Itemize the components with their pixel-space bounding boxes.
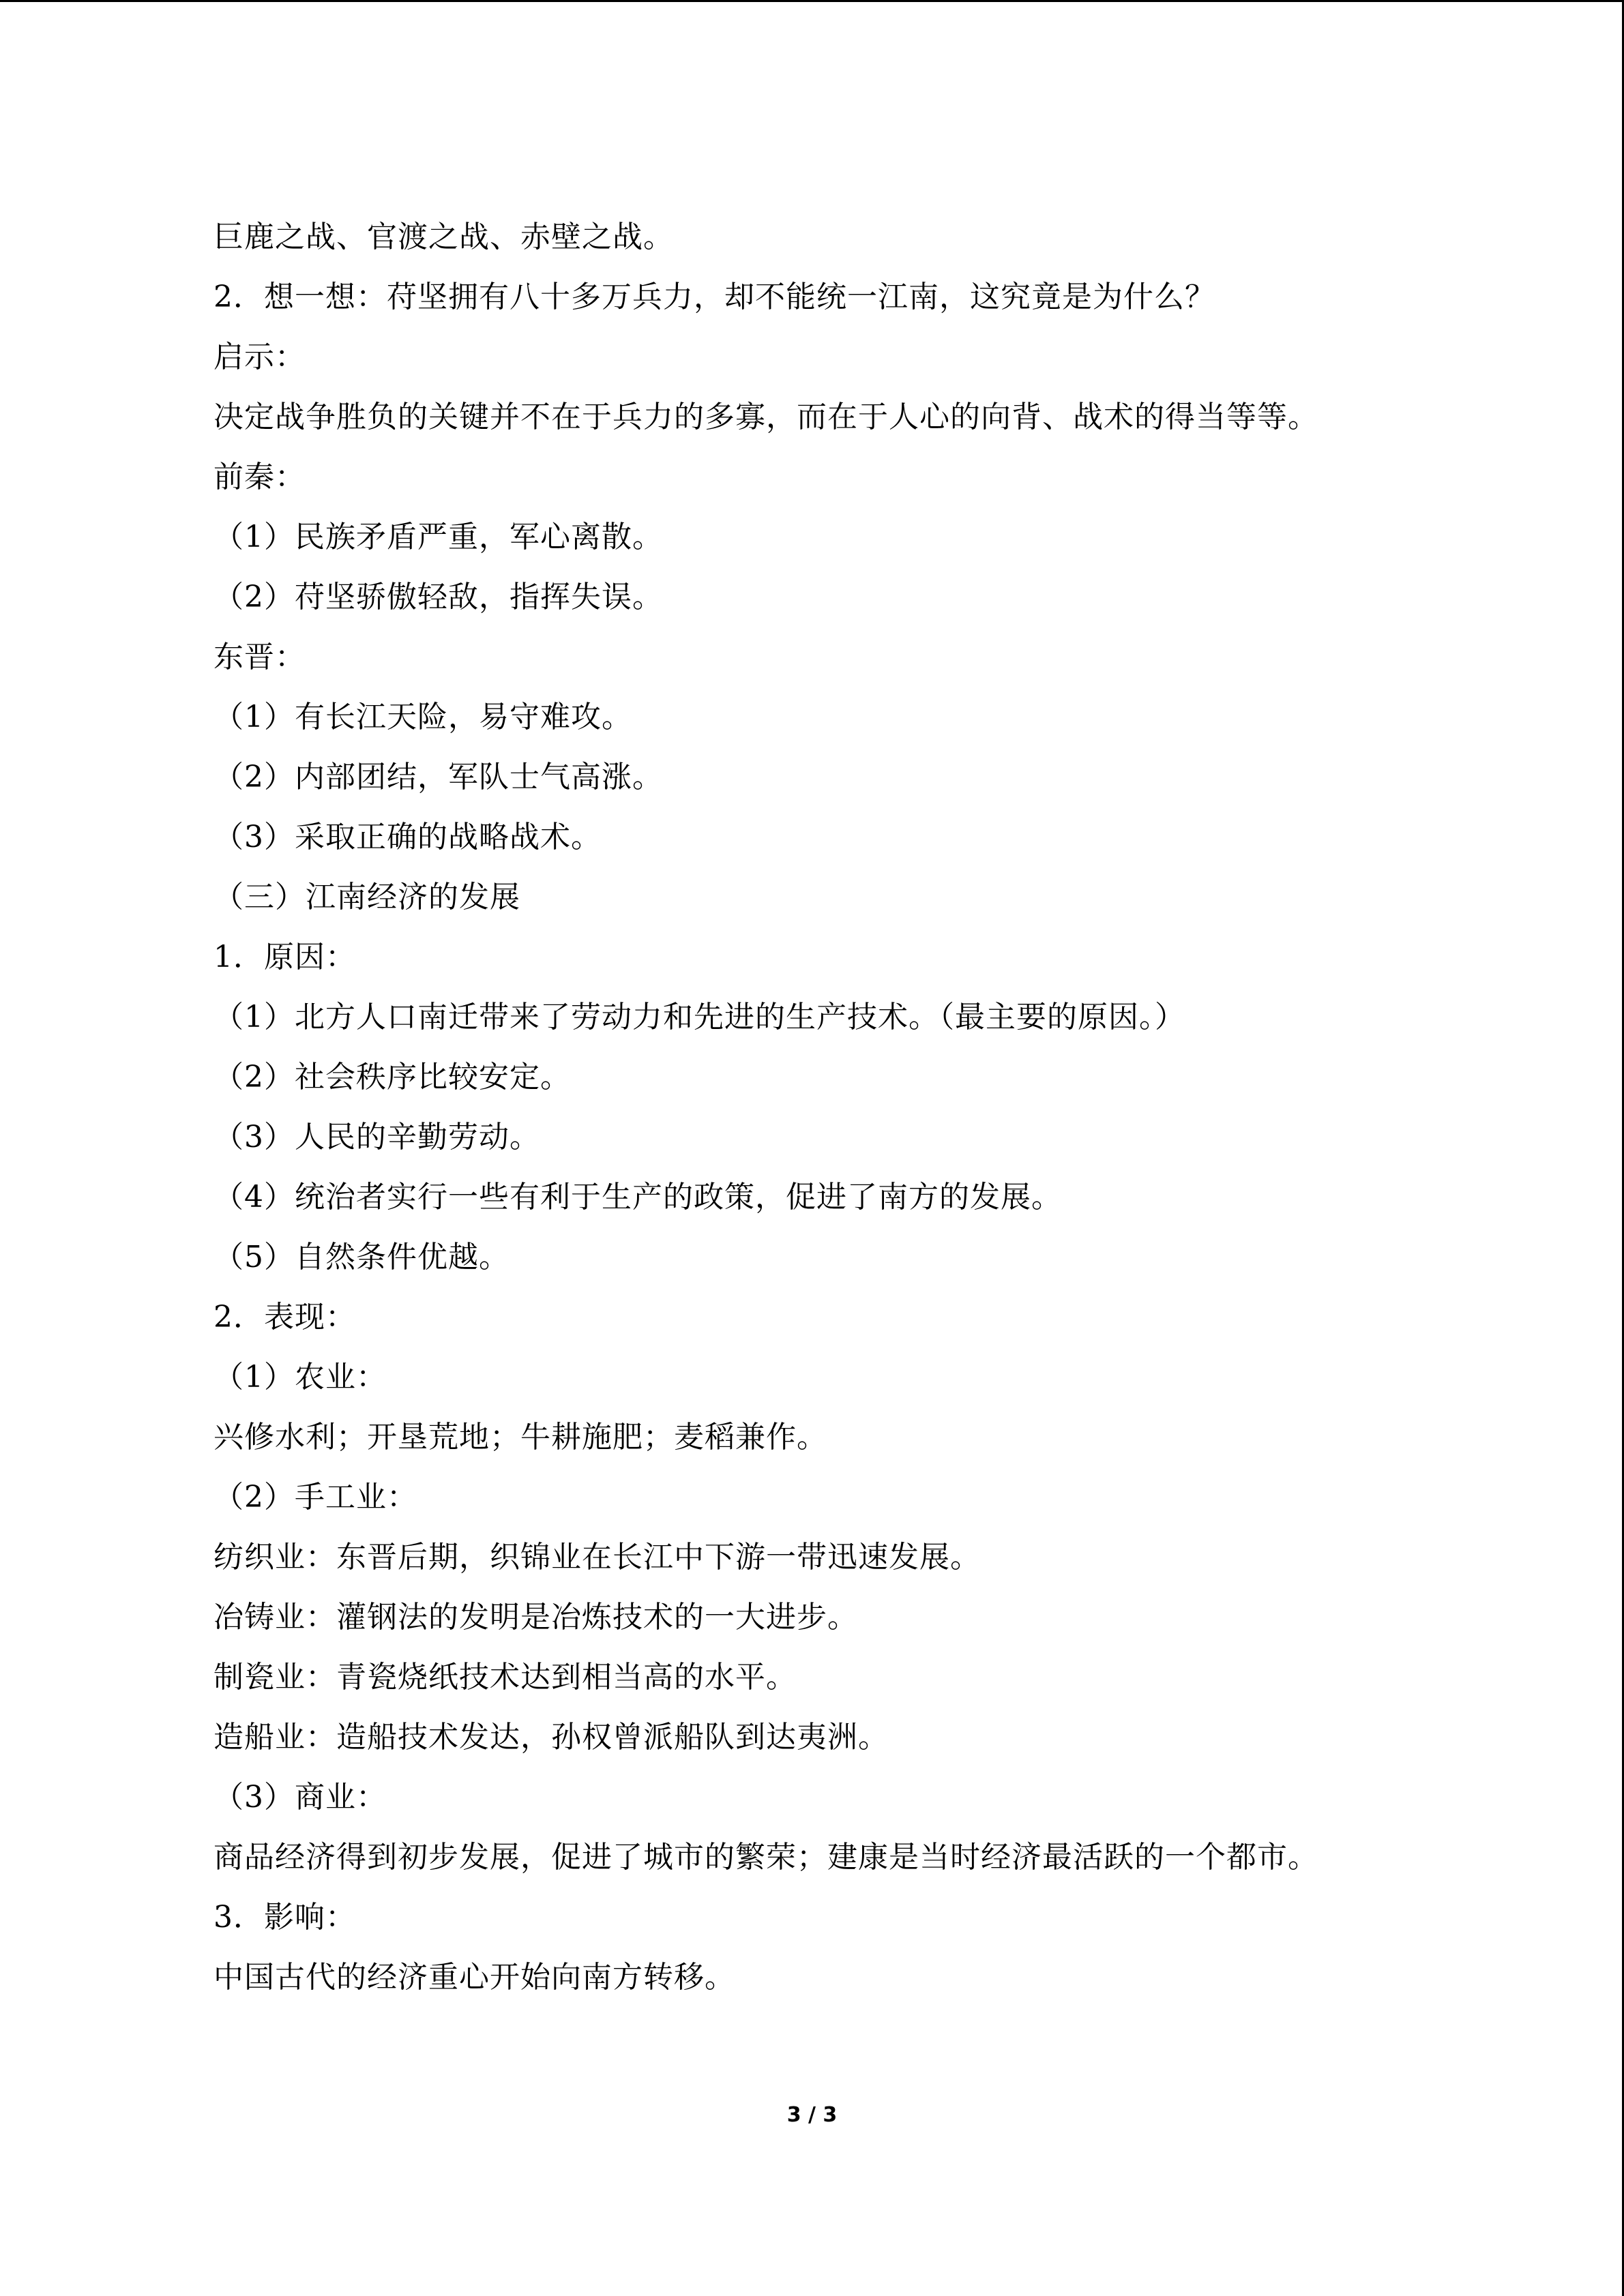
text-line: 前秦： (213, 460, 306, 494)
text-line: （5）自然条件优越。 (213, 1240, 510, 1274)
text-line: 决定战争胜负的关键并不在于兵力的多寡，而在于人心的向背、战术的得当等等。 (213, 400, 1318, 434)
text-line: 2．表现： (213, 1300, 356, 1335)
text-line: （4）统治者实行一些有利于生产的政策，促进了南方的发展。 (213, 1180, 1062, 1214)
text-line: 商品经济得到初步发展，促进了城市的繁荣；建康是当时经济最活跃的一个都市。 (213, 1840, 1318, 1875)
text-line: 制瓷业：青瓷烧纸技术达到相当高的水平。 (213, 1660, 797, 1695)
text-line: （3）人民的辛勤劳动。 (213, 1120, 540, 1154)
text-line: （2）内部团结，军队士气高涨。 (213, 760, 663, 794)
text-line: 兴修水利；开垦荒地；牛耕施肥；麦稻兼作。 (213, 1420, 827, 1455)
text-line: 中国古代的经济重心开始向南方转移。 (213, 1960, 735, 1995)
section-heading: （三）江南经济的发展 (213, 880, 520, 914)
document-body (213, 207, 1441, 2008)
text-line: 巨鹿之战、官渡之战、赤壁之战。 (213, 220, 674, 254)
text-line: 造船业：造船技术发达，孙权曾派船队到达夷洲。 (213, 1720, 889, 1755)
text-line: 1．原因： (213, 940, 356, 974)
text-line: （1）农业： (213, 1360, 387, 1395)
text-line: 纺织业：东晋后期，织锦业在长江中下游一带迅速发展。 (213, 1540, 981, 1575)
text-line: （1）民族矛盾严重，军心离散。 (213, 520, 663, 554)
text-line: （2）苻坚骄傲轻敌，指挥失误。 (213, 580, 663, 614)
text-line: （3）采取正确的战略战术。 (213, 820, 602, 854)
text-line: 3．影响： (213, 1900, 356, 1935)
text-line: （3）商业： (213, 1780, 387, 1815)
page-number: 3 / 3 (786, 2103, 838, 2127)
text-line: 冶铸业：灌钢法的发明是冶炼技术的一大进步。 (213, 1600, 858, 1635)
text-line: （2）社会秩序比较安定。 (213, 1060, 571, 1094)
text-line: 启示： (213, 340, 306, 374)
text-line: 2．想一想：苻坚拥有八十多万兵力，却不能统一江南，这究竟是为什么？ (213, 280, 1215, 314)
text-line: （1）北方人口南迁带来了劳动力和先进的生产技术。（最主要的原因。） (213, 1000, 1185, 1034)
text-line: （1）有长江天险，易守难攻。 (213, 700, 632, 734)
page-border-top (0, 0, 1624, 2)
text-line: （2）手工业： (213, 1480, 417, 1515)
text-line: 东晋： (213, 640, 306, 674)
